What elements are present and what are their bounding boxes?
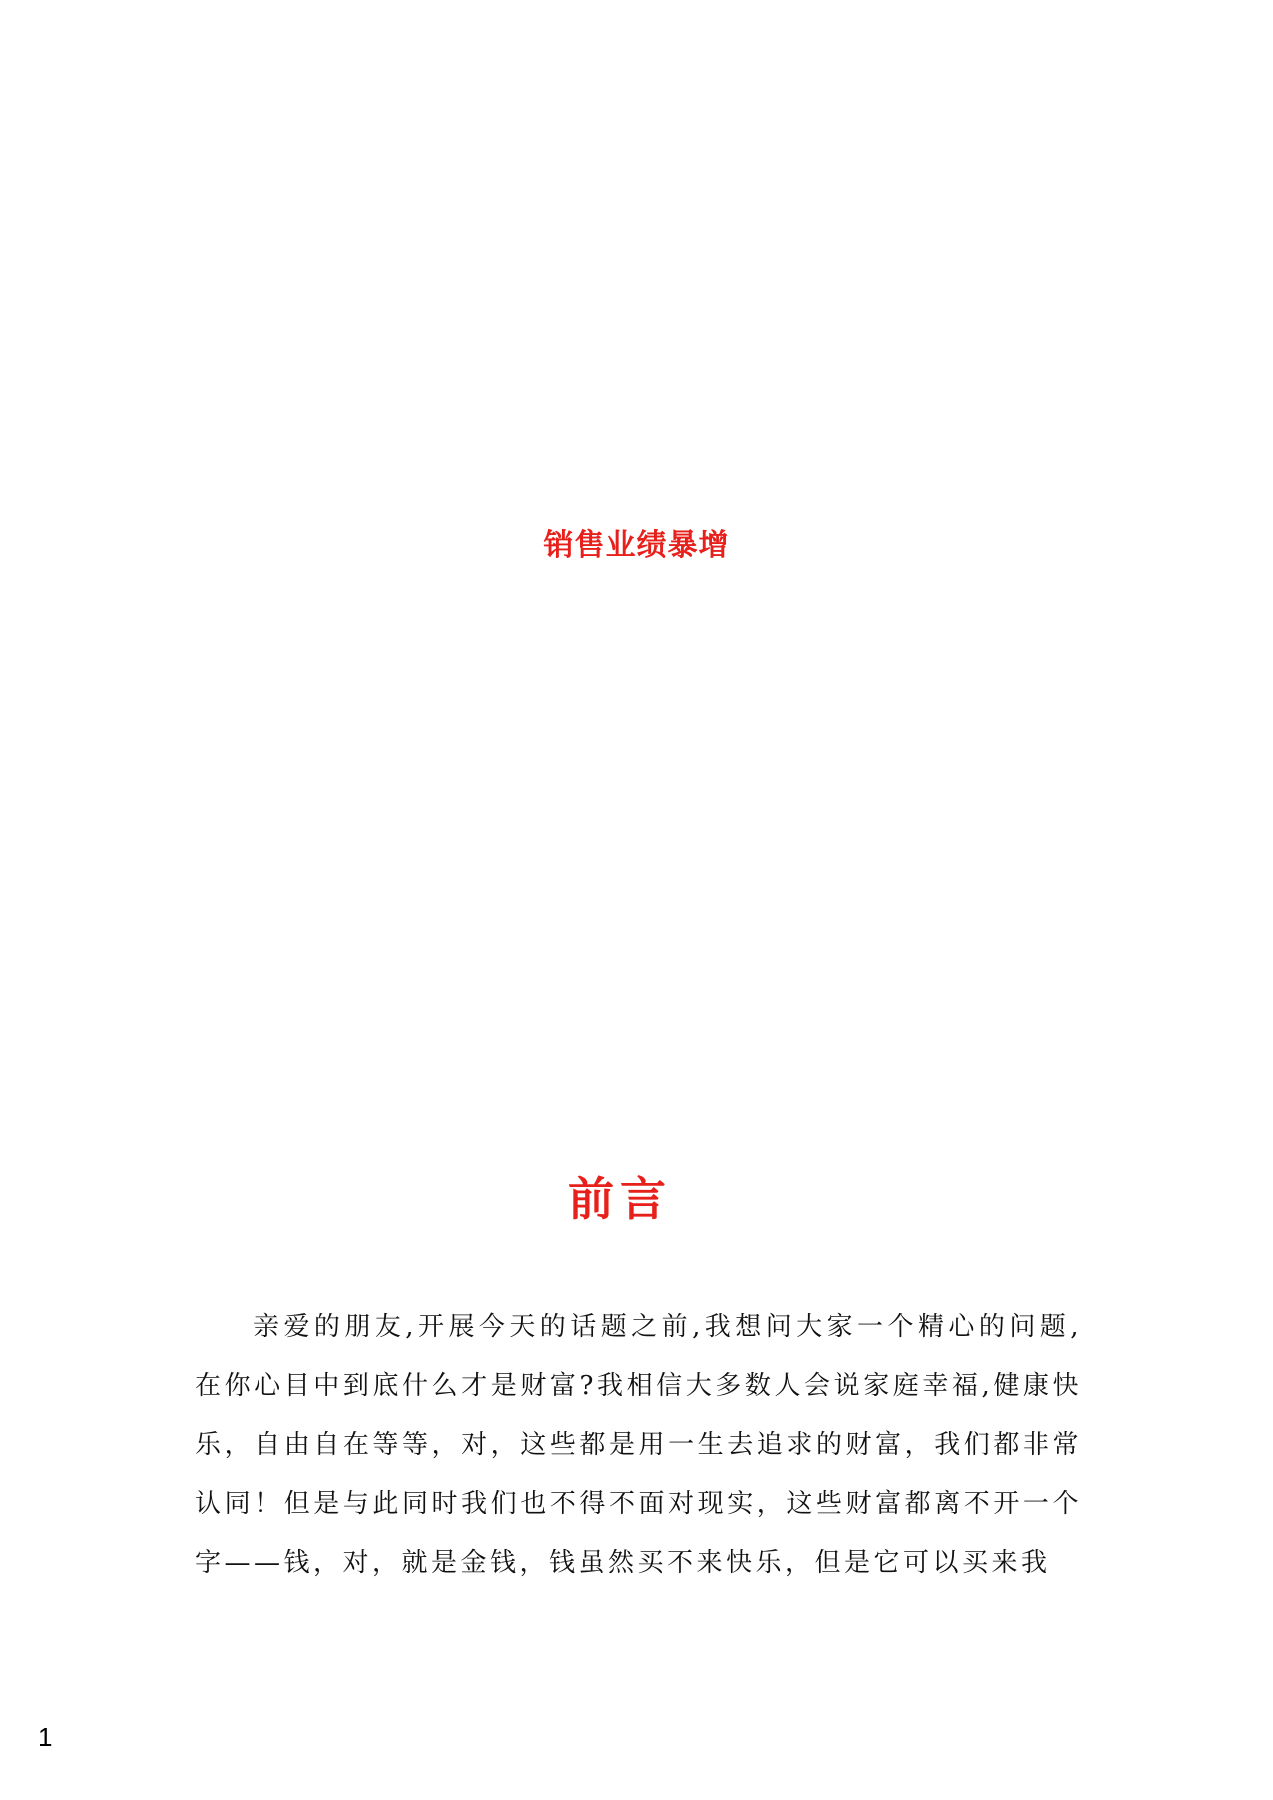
body-paragraph: 亲爱的朋友,开展今天的话题之前,我想问大家一个精心的问题,在你心目中到底什么才是财富?我相信大多数人会说家庭幸福,健康快乐，自由自在等等，对，这些都是用一生去追求的财富，我们都非常认同！但是与此同时我们也不得不面对现实，这些财富都离不开一个字——钱，对，就是金钱，钱虽然买不来快乐，但是它可以买来我 — [195, 1312, 1082, 1578]
section-heading-preface: 前言 — [568, 1172, 672, 1226]
document-title: 销售业绩暴增 — [543, 528, 730, 563]
page-number: 1 — [38, 1722, 53, 1752]
